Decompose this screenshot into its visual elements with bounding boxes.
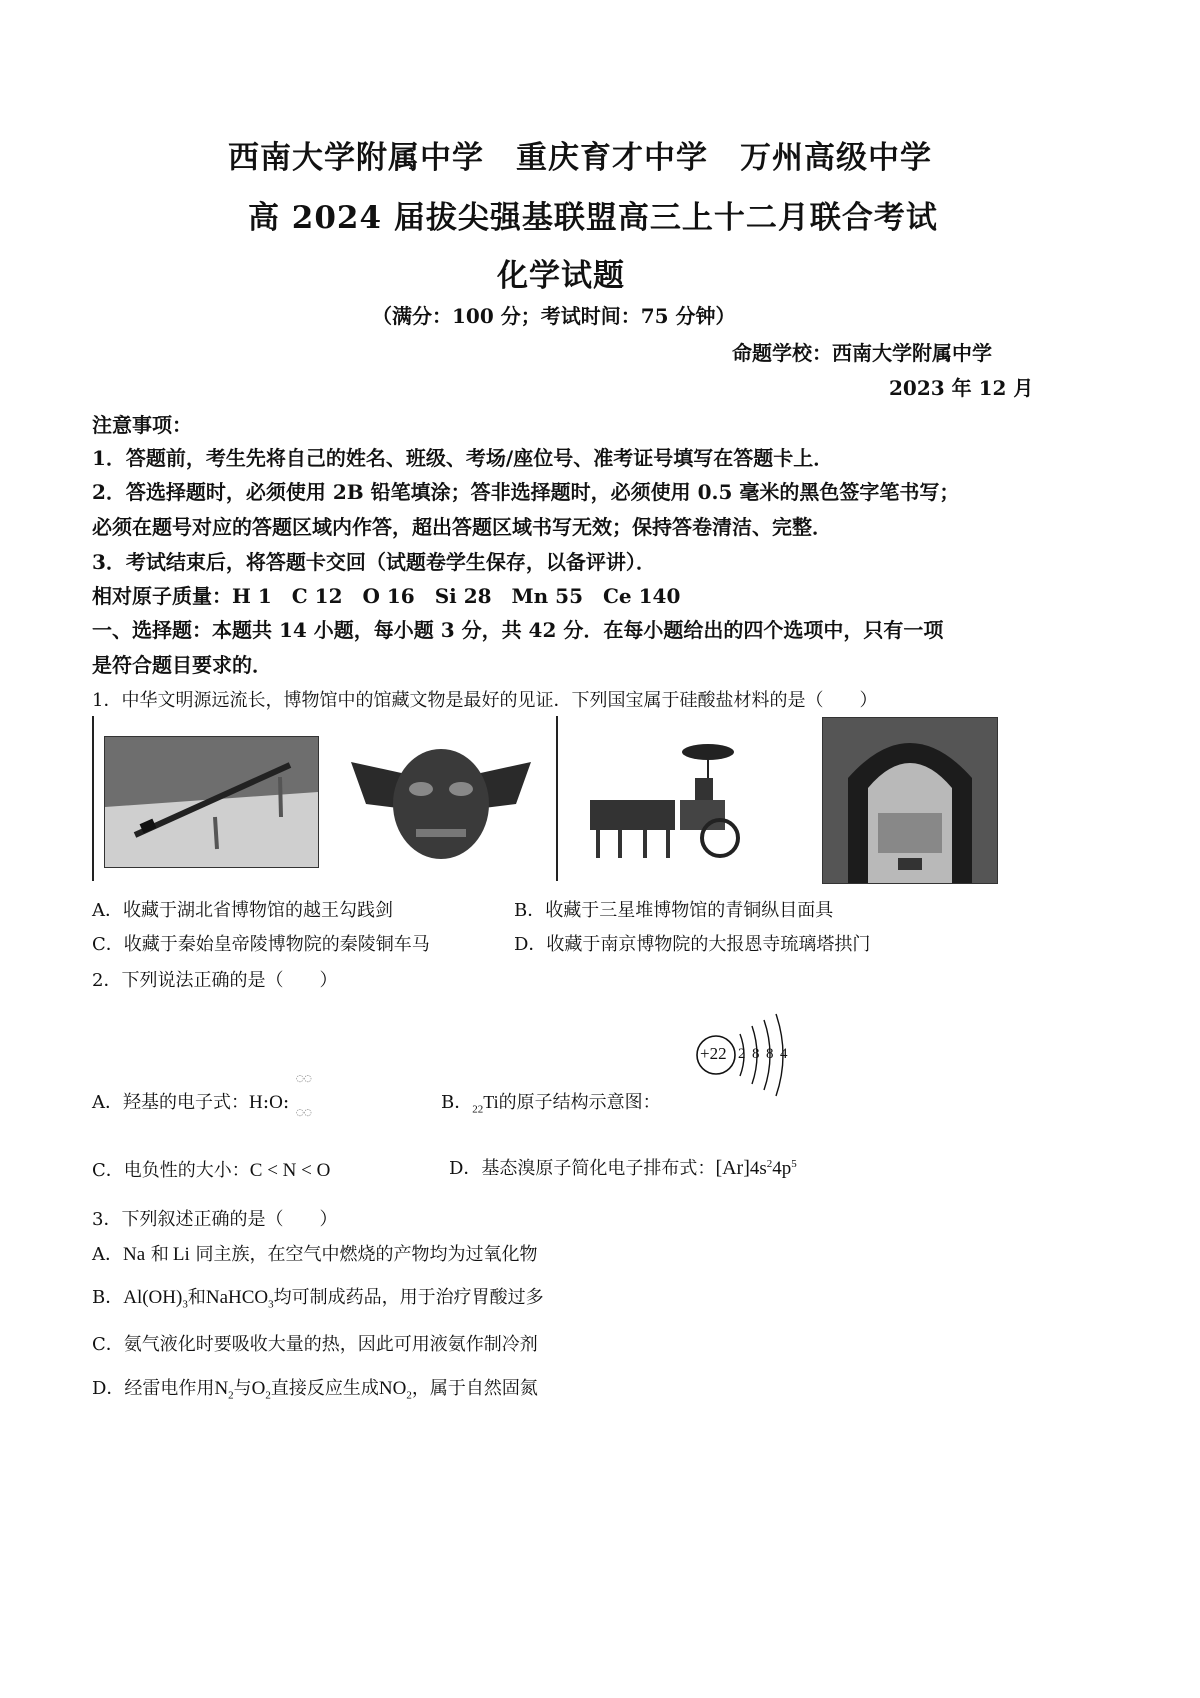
oxygen-sub: 2 [265, 1389, 271, 1402]
electron-dots-bottom: ◌◌ [296, 1108, 312, 1118]
sodium-bicarbonate-sub: 3 [268, 1298, 274, 1311]
glazed-archway-image [822, 717, 998, 884]
nitrogen-formula: N [214, 1378, 229, 1399]
notice-item-2: 2．答选择题时，必须使用 2B 铅笔填涂；答非选择题时，必须使用 0.5 毫米的黑色签字笔书写； [92, 480, 960, 504]
q3-option-d-rest: ，属于自然固氮 [411, 1378, 538, 1399]
electron-dots-top: ◌◌ [296, 1074, 312, 1084]
oxygen-formula: O [251, 1378, 266, 1399]
q2-option-d [449, 1154, 797, 1180]
q1-stem: 1．中华文明源远流长，博物馆中的馆藏文物是最好的见证．下列国宝属于硅酸盐材料的是（ ） [92, 690, 878, 711]
exam-title: 高 2024 届拔尖强基联盟高三上十二月联合考试 [248, 200, 938, 236]
q2-stem: 2．下列说法正确的是（ ） [92, 970, 338, 991]
q3-option-a-rest: 同主族，在空气中燃烧的产物均为过氧化物 [195, 1244, 538, 1265]
section-heading-line-2: 是符合题目要求的． [92, 653, 272, 677]
shell-1-electrons: 2 [738, 1046, 746, 1062]
q1-option-c: C．收藏于秦始皇帝陵博物院的秦陵铜车马 [92, 934, 430, 955]
q3-option-a [92, 1240, 538, 1266]
notice-heading: 注意事项： [92, 413, 192, 437]
titanium-symbol: Ti [483, 1092, 499, 1112]
q2-option-a-label: A．羟基的电子式： [92, 1092, 249, 1113]
lithium-symbol: Li [172, 1244, 190, 1265]
notice-item-3: 3．考试结束后，将答题卡交回（试题卷学生保存，以备评讲）． [92, 550, 656, 574]
q2-option-a: A．羟基的电子式：H:O: [92, 1091, 290, 1113]
school-names: 西南大学附属中学 重庆育才中学 万州高级中学 [228, 140, 932, 176]
q3-option-d-yu: 与 [233, 1378, 252, 1399]
q2-option-b [441, 1088, 661, 1116]
shell-3-electrons: 8 [766, 1046, 774, 1062]
atomic-mass: 相对原子质量：H 1 C 12 O 16 Si 28 Mn 55 Ce 140 [92, 584, 681, 608]
orbital-4s: 4s [749, 1158, 767, 1179]
q3-option-c: C．氨气液化时要吸收大量的热，因此可用液氨作制冷剂 [92, 1334, 538, 1355]
atomic-structure-diagram [694, 1008, 804, 1098]
q3-option-d [92, 1374, 538, 1402]
sword-image [104, 736, 319, 868]
atomic-number: 22 [472, 1103, 484, 1116]
q3-option-d-mid: 直接反应生成 [270, 1378, 379, 1399]
q2-option-d-text: D．基态溴原子简化电子排布式： [449, 1158, 716, 1179]
subject-title: 化学试题 [497, 258, 625, 294]
orbital-4p-exponent: 5 [791, 1158, 797, 1170]
q2-option-c [92, 1156, 330, 1182]
nitrogen-sub: 2 [228, 1389, 234, 1402]
score-time: （满分：100 分；考试时间：75 分钟） [372, 304, 736, 328]
nucleus-charge: +22 [700, 1044, 727, 1063]
q3-option-b-label: B． [92, 1287, 124, 1308]
electronegativity-order: C < N < O [249, 1160, 331, 1181]
q3-option-b-he: 和 [187, 1287, 206, 1308]
q2-option-b-text: 的原子结构示意图： [498, 1092, 661, 1113]
orbital-4s-exponent: 2 [766, 1158, 773, 1170]
q3-stem: 3．下列叙述正确的是（ ） [92, 1209, 338, 1230]
q2-option-c-text: C．电负性的大小： [92, 1160, 250, 1181]
exam-date: 2023 年 12 月 [889, 376, 1034, 400]
q3-option-a-he: 和 [150, 1244, 169, 1265]
q2-option-b-label: B． [441, 1092, 473, 1113]
bronze-mask-image [346, 734, 536, 868]
q1-option-b: B．收藏于三星堆博物馆的青铜纵目面具 [514, 900, 834, 921]
q1-option-d: D．收藏于南京博物院的大报恩寺琉璃塔拱门 [514, 934, 871, 955]
section-heading-line-1: 一、选择题：本题共 14 小题，每小题 3 分，共 42 分．在每小题给出的四个选项中，只有一项 [92, 618, 944, 642]
sodium-symbol: Na [123, 1244, 146, 1265]
notice-item-1: 1．答题前，考生先将自己的姓名、班级、考场/座位号、准考证号填写在答题卡上． [92, 446, 834, 470]
aluminium-hydroxide: Al(OH) [123, 1287, 183, 1308]
image-divider [92, 716, 94, 881]
sodium-bicarbonate: NaHCO [205, 1287, 269, 1308]
argon-core: [Ar] [715, 1157, 750, 1179]
shell-2-electrons: 8 [752, 1046, 760, 1062]
notice-item-2-cont: 必须在题号对应的答题区域内作答，超出答题区域书写无效；保持答卷清洁、完整． [92, 515, 832, 539]
nitrogen-dioxide-sub: 2 [406, 1389, 412, 1402]
image-divider [556, 716, 558, 881]
q3-option-a-label: A． [92, 1244, 123, 1265]
nitrogen-dioxide-formula: NO [378, 1378, 407, 1399]
hydroxyl-o: O [269, 1092, 283, 1113]
aluminium-hydroxide-sub: 3 [182, 1298, 188, 1311]
q1-option-a: A．收藏于湖北省博物馆的越王勾践剑 [92, 900, 393, 921]
shell-4-electrons: 4 [780, 1046, 788, 1062]
hydroxyl-h: H [249, 1092, 263, 1113]
q3-option-d-label: D．经雷电作用 [92, 1378, 215, 1399]
q3-option-b [92, 1283, 544, 1311]
orbital-4p: 4p [772, 1158, 792, 1179]
q3-option-b-rest: 均可制成药品，用于治疗胃酸过多 [273, 1287, 544, 1308]
bronze-chariot-image [580, 738, 745, 866]
setter-school: 命题学校：西南大学附属中学 [732, 341, 992, 365]
